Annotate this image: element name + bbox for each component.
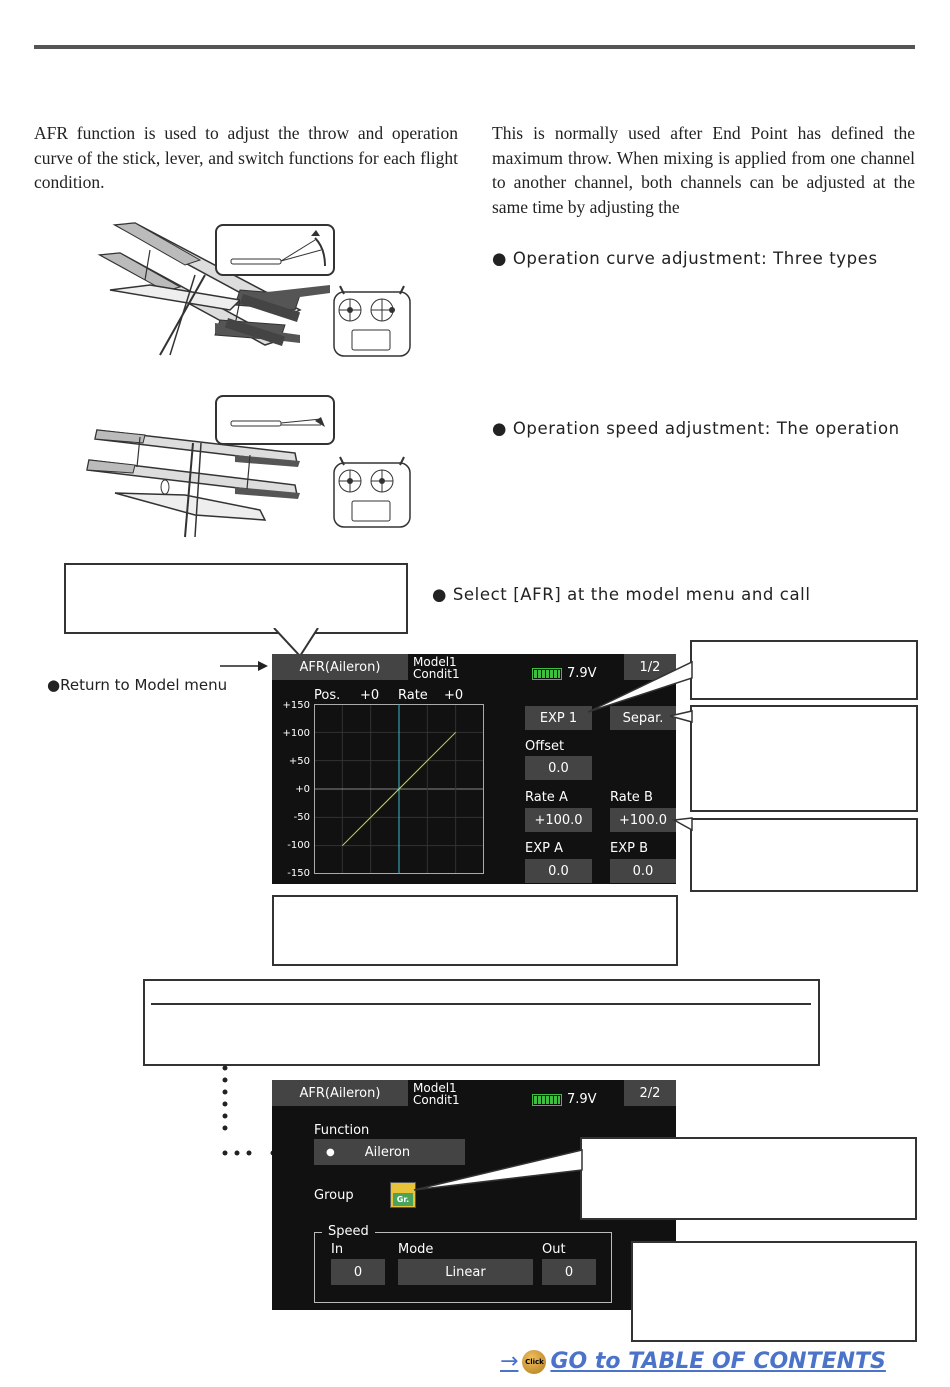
callout-group — [580, 1137, 917, 1220]
intro-right-paragraph: This is normally used after End Point has defined the maximum throw. When mixing is applied from one channel to another channel, both channels can be adjusted at the same time by adjusting the — [492, 123, 915, 217]
group-label: Group — [314, 1188, 354, 1203]
model-name: Model1 — [413, 655, 457, 669]
callout-rate — [690, 818, 918, 892]
page-indicator-button[interactable]: 1/2 — [624, 654, 676, 680]
return-model-menu-label: ●Return to Model menu — [47, 676, 228, 694]
y-tick: +0 — [295, 784, 310, 795]
speed-in-field[interactable]: 0 — [331, 1259, 385, 1285]
bullet-operation-curve: ● Operation curve adjustment: Three types — [492, 249, 878, 268]
function-label: Function — [314, 1123, 370, 1138]
rate-b-field[interactable]: +100.0 — [610, 808, 676, 832]
curve-type-button[interactable]: EXP 1 — [525, 706, 592, 730]
toc-link-text: GO to TABLE OF CONTENTS — [550, 1349, 886, 1374]
function-value: Aileron — [364, 1144, 411, 1160]
y-tick: -100 — [287, 840, 310, 851]
group-icon[interactable]: Gr. — [390, 1182, 416, 1208]
speed-label: Speed — [322, 1224, 375, 1239]
aileron-deflection-inset — [215, 224, 335, 276]
y-tick: +150 — [282, 700, 310, 711]
afr-curve-graph[interactable] — [314, 704, 484, 874]
in-label: In — [331, 1242, 344, 1257]
speed-out-field[interactable]: 0 — [542, 1259, 596, 1285]
y-tick: -150 — [287, 868, 310, 879]
aileron-neutral-inset — [215, 395, 335, 445]
bullet-select-afr: ● Select [AFR] at the model menu and call — [432, 585, 811, 604]
callout-rate-pointer — [672, 814, 694, 834]
battery-voltage: 7.9V — [567, 666, 597, 681]
rate-a-field[interactable]: +100.0 — [525, 808, 592, 832]
toc-arrow-icon: → — [500, 1349, 519, 1374]
y-tick: -50 — [293, 812, 310, 823]
callout-group-pointer — [410, 1140, 585, 1195]
callout-graph-note — [272, 895, 678, 966]
callout-curve-type — [690, 640, 918, 700]
transmitter-icon-2 — [332, 455, 412, 530]
toc-link[interactable] — [500, 1349, 886, 1374]
offset-label: Offset — [525, 739, 565, 754]
mode-label: Mode — [398, 1242, 434, 1257]
section-heading-box — [143, 979, 820, 1066]
callout-separate — [690, 705, 918, 812]
top-rule — [34, 45, 915, 49]
out-label: Out — [542, 1242, 566, 1257]
screen-title-button[interactable]: AFR(Aileron) — [272, 1080, 408, 1106]
pos-label: Pos. — [314, 688, 341, 703]
model-name: Model1 — [413, 1081, 457, 1095]
bullet-operation-speed: ● Operation speed adjustment: The operation — [492, 419, 900, 438]
bullet-icon: ● — [326, 1146, 335, 1158]
speed-mode-field[interactable]: Linear — [398, 1259, 533, 1285]
page-indicator-button[interactable]: 2/2 — [624, 1080, 676, 1106]
callout-speed — [631, 1241, 917, 1342]
y-tick: +50 — [288, 756, 310, 767]
rate-label: Rate — [398, 688, 428, 703]
rate-b-label: Rate B — [610, 790, 653, 805]
battery-icon — [532, 668, 562, 680]
condition-name: Condit1 — [413, 667, 460, 681]
battery-icon — [532, 1094, 562, 1106]
click-icon: Click — [522, 1350, 546, 1374]
separate-button[interactable]: Separ. — [610, 706, 676, 730]
exp-b-label: EXP B — [610, 841, 649, 856]
y-axis-ticks — [272, 698, 310, 884]
rate-value: +0 — [444, 688, 464, 703]
condition-name: Condit1 — [413, 1093, 460, 1107]
exp-b-field[interactable]: 0.0 — [610, 859, 676, 883]
exp-a-field[interactable]: 0.0 — [525, 859, 592, 883]
battery-voltage: 7.9V — [567, 1092, 597, 1107]
transmitter-icon — [332, 284, 412, 359]
screen-title-button[interactable]: AFR(Aileron) — [272, 654, 408, 680]
y-tick: +100 — [282, 728, 310, 739]
section-heading-rule — [151, 1003, 811, 1005]
callout-model-menu — [64, 563, 408, 634]
arrow-right-icon — [218, 659, 268, 673]
callout-separate-pointer — [668, 710, 694, 724]
intro-left-paragraph: AFR function is used to adjust the throw and operation curve of the stick, lever, and switch functions for each flight condition. — [34, 123, 458, 192]
rate-a-label: Rate A — [525, 790, 568, 805]
pos-value: +0 — [360, 688, 380, 703]
offset-field[interactable]: 0.0 — [525, 756, 592, 780]
exp-a-label: EXP A — [525, 841, 563, 856]
callout-curve-type-pointer — [580, 660, 695, 715]
